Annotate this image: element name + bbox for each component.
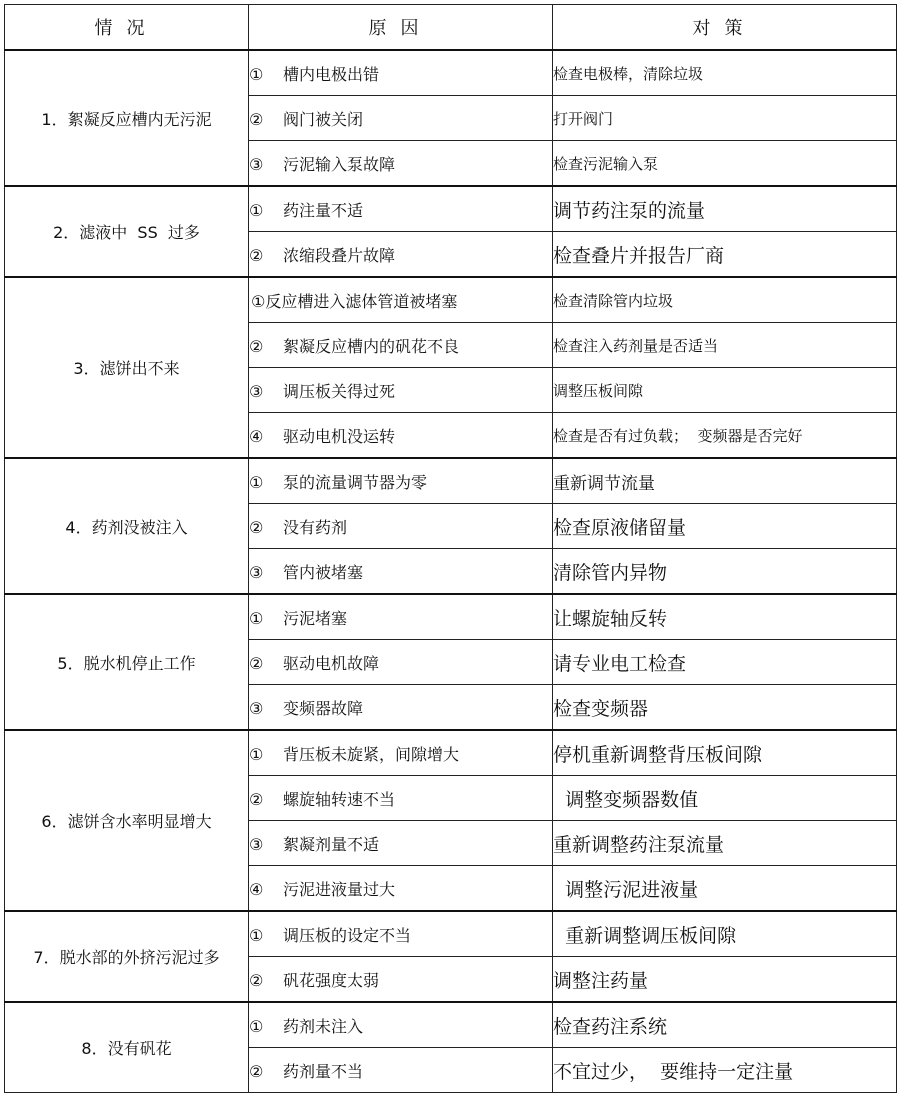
measure-cell: 调整压板间隙 [553, 368, 897, 413]
cause-cell [249, 458, 553, 504]
cause-cell [249, 821, 553, 866]
measure-cell: 不宜过少， 要维持一定注量 [553, 1048, 897, 1093]
cause-text: 槽内电极出错 [283, 64, 380, 84]
table-row [5, 594, 897, 640]
table-row [5, 458, 897, 504]
cause-text: 反应槽进入滤体管道被堵塞 [265, 291, 458, 311]
item-number: ② [249, 517, 264, 537]
item-number: ② [249, 653, 264, 673]
cause-cell [249, 232, 553, 278]
cause-text: 污泥堵塞 [283, 608, 348, 628]
measure-cell: 请专业电工检查 [553, 640, 897, 685]
table-row [5, 730, 897, 776]
cause-text: 调压板关得过死 [283, 381, 396, 401]
cause-cell [249, 1048, 553, 1093]
cause-cell [249, 730, 553, 776]
table-row [5, 1002, 897, 1048]
cause-cell [249, 640, 553, 685]
cause-text: 管内被堵塞 [283, 562, 364, 582]
item-number: ① [249, 608, 264, 628]
measure-cell: 检查电极棒，清除垃圾 [553, 50, 897, 96]
cause-text: 矾花强度太弱 [283, 970, 380, 990]
measure-cell: 检查清除管内垃圾 [553, 277, 897, 323]
measure-cell: 调整污泥进液量 [553, 866, 897, 912]
cause-cell [249, 50, 553, 96]
measure-cell: 检查变频器 [553, 685, 897, 731]
cause-cell [249, 413, 553, 459]
measure-cell: 调整注药量 [553, 957, 897, 1003]
table-row [5, 186, 897, 232]
item-number: ③ [249, 381, 264, 401]
measure-cell: 检查药注系统 [553, 1002, 897, 1048]
header-cause: 原因 [249, 5, 553, 51]
cause-text: 泵的流量调节器为零 [283, 472, 428, 492]
item-number: ③ [249, 154, 264, 174]
item-number: ③ [249, 562, 264, 582]
table-row [5, 277, 897, 323]
cause-text: 药剂量不当 [283, 1061, 364, 1081]
cause-text: 污泥进液量过大 [283, 879, 396, 899]
item-number: ① [249, 744, 264, 764]
item-number: ② [249, 245, 264, 265]
item-number: ④ [249, 426, 264, 446]
measure-cell: 让螺旋轴反转 [553, 594, 897, 640]
cause-cell [249, 1002, 553, 1048]
table-row [5, 50, 897, 96]
table-body [5, 50, 897, 1093]
item-number: ② [249, 336, 264, 356]
cause-cell [249, 277, 553, 323]
measure-cell: 重新调整调压板间隙 [553, 911, 897, 957]
item-number: ① [249, 925, 264, 945]
measure-cell: 调整变频器数值 [553, 776, 897, 821]
cause-text: 药剂未注入 [283, 1016, 364, 1036]
item-number: ③ [249, 834, 264, 854]
table-row [5, 911, 897, 957]
troubleshooting-table [4, 4, 897, 1093]
measure-cell: 打开阀门 [553, 96, 897, 141]
cause-text: 没有药剂 [283, 517, 348, 537]
measure-cell: 检查污泥输入泵 [553, 141, 897, 187]
measure-cell: 检查原液储留量 [553, 504, 897, 549]
measure-cell: 调节药注泵的流量 [553, 186, 897, 232]
item-number: ② [249, 789, 264, 809]
measure-cell: 检查是否有过负载； 变频器是否完好 [553, 413, 897, 459]
item-number: ① [249, 1016, 264, 1036]
cause-cell [249, 911, 553, 957]
header-row [5, 5, 897, 51]
header-measure: 对策 [553, 5, 897, 51]
item-number: ① [249, 64, 264, 84]
cause-cell [249, 323, 553, 368]
cause-cell [249, 504, 553, 549]
situation-cell: 1．絮凝反应槽内无污泥 [5, 50, 249, 186]
cause-cell [249, 594, 553, 640]
cause-text: 阀门被关闭 [283, 109, 364, 129]
cause-text: 驱动电机没运转 [283, 426, 396, 446]
situation-cell: 4．药剂没被注入 [5, 458, 249, 594]
situation-cell: 7．脱水部的外挤污泥过多 [5, 911, 249, 1002]
cause-cell [249, 776, 553, 821]
measure-cell: 停机重新调整背压板间隙 [553, 730, 897, 776]
cause-text: 调压板的设定不当 [283, 925, 412, 945]
cause-text: 浓缩段叠片故障 [283, 245, 396, 265]
item-number: ③ [249, 698, 264, 718]
cause-text: 污泥输入泵故障 [283, 154, 396, 174]
measure-cell: 清除管内异物 [553, 549, 897, 595]
item-number: ④ [249, 879, 264, 899]
item-number: ② [249, 970, 264, 990]
cause-cell [249, 957, 553, 1003]
cause-text: 絮凝反应槽内的矾花不良 [283, 336, 460, 356]
item-number: ① [249, 200, 264, 220]
measure-cell: 重新调节流量 [553, 458, 897, 504]
cause-cell [249, 866, 553, 912]
cause-text: 药注量不适 [283, 200, 364, 220]
cause-cell [249, 186, 553, 232]
item-number: ① [251, 291, 266, 311]
measure-cell: 检查注入药剂量是否适当 [553, 323, 897, 368]
item-number: ② [249, 1061, 264, 1081]
situation-cell: 6．滤饼含水率明显增大 [5, 730, 249, 911]
cause-text: 絮凝剂量不适 [283, 834, 380, 854]
situation-cell: 8．没有矾花 [5, 1002, 249, 1093]
cause-cell [249, 96, 553, 141]
item-number: ① [249, 472, 264, 492]
cause-cell [249, 685, 553, 731]
cause-cell [249, 141, 553, 187]
situation-cell: 3．滤饼出不来 [5, 277, 249, 458]
situation-cell: 5．脱水机停止工作 [5, 594, 249, 730]
cause-cell [249, 549, 553, 595]
cause-cell [249, 368, 553, 413]
item-number: ② [249, 109, 264, 129]
situation-cell: 2．滤液中 SS 过多 [5, 186, 249, 277]
cause-text: 变频器故障 [283, 698, 364, 718]
cause-text: 背压板未旋紧，间隙增大 [283, 744, 460, 764]
cause-text: 驱动电机故障 [283, 653, 380, 673]
header-situation: 情况 [5, 5, 249, 51]
cause-text: 螺旋轴转速不当 [283, 789, 396, 809]
measure-cell: 重新调整药注泵流量 [553, 821, 897, 866]
measure-cell: 检查叠片并报告厂商 [553, 232, 897, 278]
